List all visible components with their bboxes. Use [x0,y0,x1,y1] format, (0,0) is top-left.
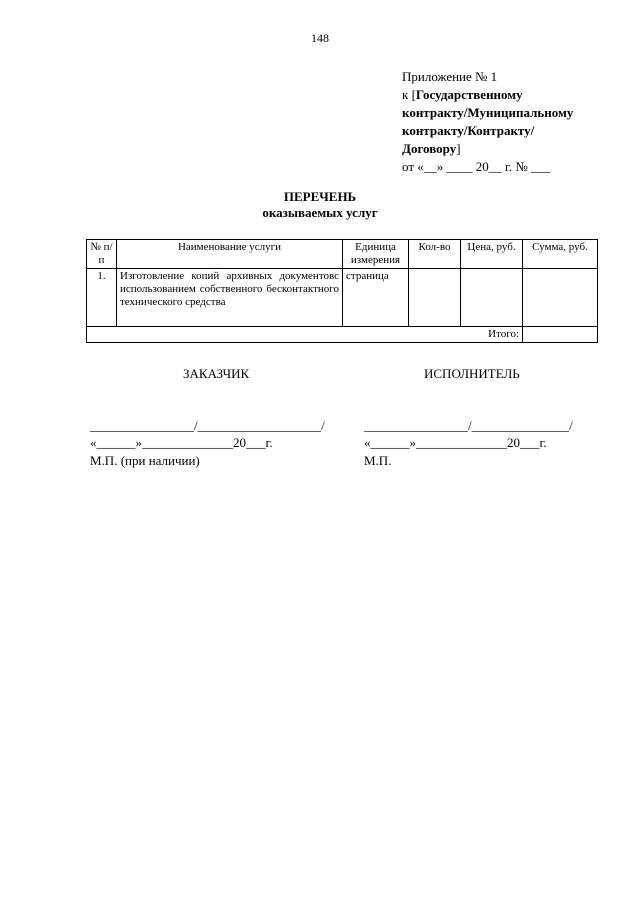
annex-bold-2: контракту/Муниципальному [402,105,574,120]
annex-header [402,68,632,176]
total-value [523,327,598,343]
customer-signature-line: ________________/___________________/ [90,418,325,433]
contractor-label: ИСПОЛНИТЕЛЬ [424,366,520,381]
header-sum: Сумма, руб. [523,240,598,269]
cell-qty [409,269,461,327]
header-price: Цена, руб. [461,240,523,269]
cell-name: Изготовление копий архивных документовс использованием собственного бесконтактного технического средства [117,269,343,327]
annex-line-3 [402,104,632,122]
header-unit: Единица измерения [343,240,409,269]
annex-line-5 [402,140,632,158]
customer-date-line: «______»______________20___г. [90,435,273,450]
services-table [86,239,598,343]
annex-bold-4: Договору [402,141,457,156]
cell-sum [523,269,598,327]
table-total-row [87,327,598,343]
table-row [87,269,598,327]
annex-line-4 [402,122,632,140]
header-name: Наименование услуги [117,240,343,269]
cell-price [461,269,523,327]
annex-bold-1: Государственному [415,87,523,102]
annex-bold-3: контракту/Контракту/ [402,123,535,138]
annex-line-2 [402,86,632,104]
annex-suffix: ] [456,141,461,156]
contractor-stamp: М.П. [364,453,392,468]
customer-label: ЗАКАЗЧИК [183,366,250,381]
table-header-row [87,240,598,269]
title-line-1: ПЕРЕЧЕНЬ [283,189,357,204]
annex-line-6: от «__» ____ 20__ г. № ___ [402,159,551,174]
annex-line-1: Приложение № 1 [402,69,498,84]
cell-unit: страница [343,269,409,327]
title-line-2: оказываемых услуг [262,205,378,220]
annex-prefix: к [ [402,87,416,102]
customer-stamp: М.П. (при наличии) [90,453,200,468]
document-title [0,189,640,221]
contractor-date-line: «______»______________20___г. [364,435,547,450]
contractor-signature-line: ________________/_______________/ [364,418,573,433]
total-label: Итого: [87,327,523,343]
page-number: 148 [311,31,329,45]
header-qty: Кол-во [409,240,461,269]
header-num: № п/п [87,240,117,269]
cell-num: 1. [87,269,117,327]
